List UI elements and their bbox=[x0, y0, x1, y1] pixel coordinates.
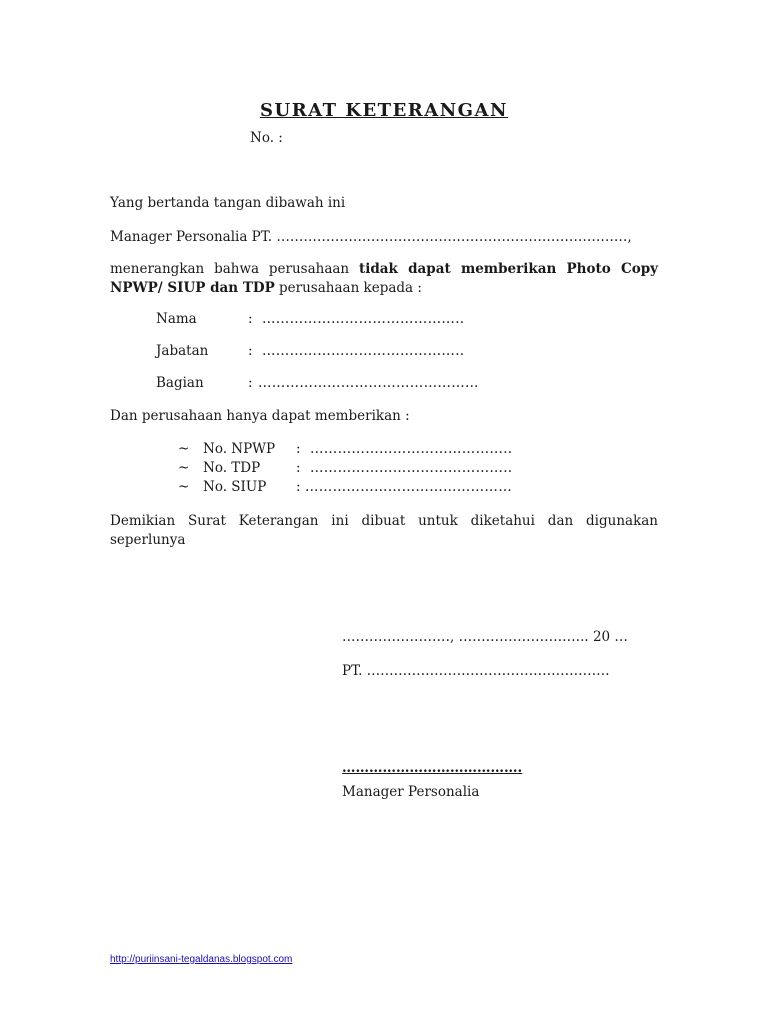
statement-paragraph bbox=[110, 260, 658, 298]
statement-text-after: perusahaan kepada : bbox=[274, 280, 422, 296]
field-colon-bagian: : bbox=[248, 375, 253, 391]
doc-label-siup: No. SIUP bbox=[203, 479, 267, 495]
statement-text-before: menerangkan bahwa perusahaan bbox=[110, 261, 359, 277]
field-label-nama: Nama bbox=[156, 311, 197, 327]
provide-text: Dan perusahaan hanya dapat memberikan : bbox=[110, 408, 410, 424]
intro-text: Yang bertanda tangan dibawah ini bbox=[110, 195, 346, 211]
signature-company-line: PT. ……………………………………………… bbox=[342, 663, 610, 679]
signer-position: Manager Personalia bbox=[342, 784, 480, 800]
document-title: SURAT KETERANGAN bbox=[260, 100, 508, 121]
place-date-line: ……………………, ……………………….. 20 … bbox=[342, 629, 628, 645]
tilde-bullet-icon: ~ bbox=[178, 479, 190, 495]
field-colon-nama: : bbox=[248, 311, 253, 327]
statement-text-bold: tidak dapat memberikan Photo Copy NPWP/ SIUP dan TDP bbox=[110, 261, 658, 296]
tilde-bullet-icon: ~ bbox=[178, 460, 190, 476]
field-colon-jabatan: : bbox=[248, 343, 253, 359]
doc-value-tdp: …………………………………….. bbox=[310, 460, 513, 476]
doc-label-tdp: No. TDP bbox=[203, 460, 261, 476]
doc-colon-tdp: : bbox=[296, 460, 301, 476]
doc-value-npwp: …………………………………….. bbox=[310, 441, 513, 457]
field-value-jabatan: …………………………………….. bbox=[262, 343, 465, 359]
field-value-bagian: ………………………………………… bbox=[258, 375, 479, 391]
tilde-bullet-icon: ~ bbox=[178, 441, 190, 457]
footer-link[interactable]: http://puriinsani-tegaldanas.blogspot.com bbox=[110, 954, 293, 965]
doc-label-npwp: No. NPWP bbox=[203, 441, 276, 457]
signer-name-line: …………………………………. bbox=[342, 760, 523, 776]
field-label-bagian: Bagian bbox=[156, 375, 204, 391]
field-value-nama: …………………………………….. bbox=[262, 311, 465, 327]
letter-number-label: No. : bbox=[250, 130, 283, 146]
doc-value-siup: ……………………………………… bbox=[305, 479, 512, 495]
manager-company-line: Manager Personalia PT. ……………………………………………………………………, bbox=[110, 229, 632, 245]
doc-colon-siup: : bbox=[296, 479, 301, 495]
closing-paragraph: Demikian Surat Keterangan ini dibuat untuk diketahui dan digunakan seperlunya bbox=[110, 513, 658, 548]
field-label-jabatan: Jabatan bbox=[156, 343, 209, 359]
doc-colon-npwp: : bbox=[296, 441, 301, 457]
